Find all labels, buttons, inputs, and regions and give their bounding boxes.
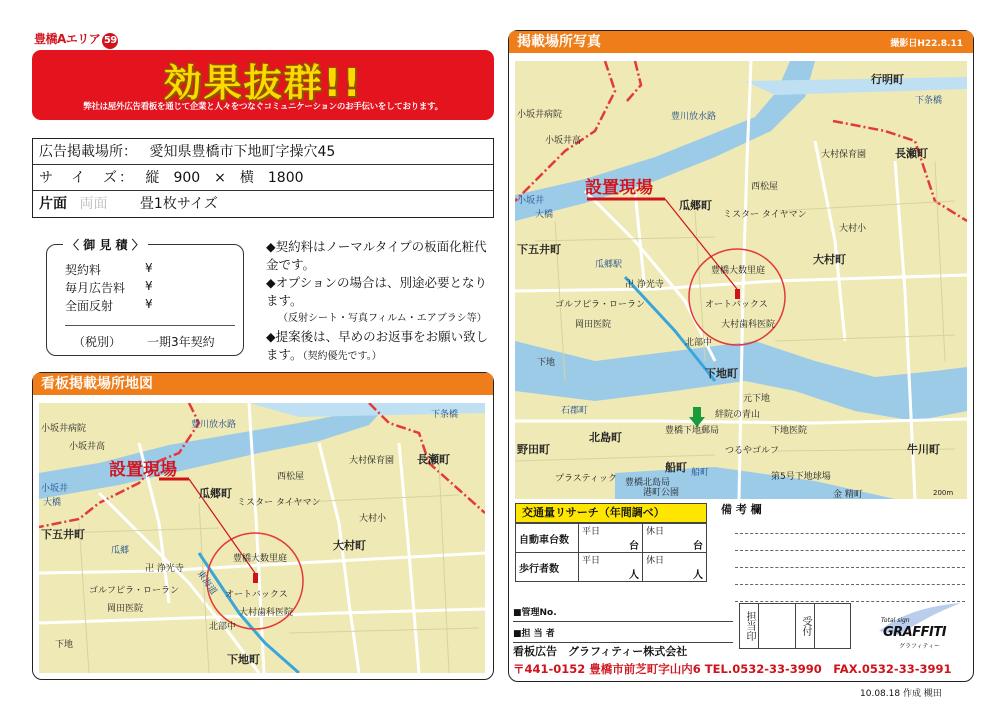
label-autobacks: オートバックス [705, 300, 768, 310]
label-ohashi: 大橋 [43, 498, 62, 508]
label-shimoji-station: 下地 [537, 358, 556, 368]
label-kosakai-hospital: 小坂井病院 [41, 424, 87, 434]
person-field: ■担 当 者 [513, 626, 733, 643]
label-plastic: プラスティック [555, 474, 617, 484]
label-gyomei: 行明町 [871, 73, 904, 86]
label-kosakai-high: 小坂井高 [69, 442, 106, 452]
photo-section [508, 30, 974, 682]
label-kita-post: 豊橋北島局 [625, 478, 671, 488]
research-table [515, 523, 707, 582]
label-shimoji-town: 下地町 [705, 367, 738, 380]
label-funamachi-station: 船町 [691, 468, 710, 478]
label-okada: 岡田医院 [575, 320, 612, 330]
boundary-line-east [833, 121, 967, 221]
estimate-yen: ¥ [145, 279, 153, 293]
river-upper [745, 77, 967, 95]
note-3-sub: （契約優先です。） [302, 351, 382, 362]
uketsuke-label: 受付 [796, 604, 815, 648]
label-shimogoi: 下五井町 [517, 243, 561, 256]
estimate-yen: ¥ [145, 297, 153, 311]
label-kinto: 金 精町 [833, 490, 863, 499]
memo-line [735, 551, 965, 568]
label-okada: 岡田医院 [107, 604, 144, 614]
label-kitajima: 北島町 [589, 431, 622, 444]
label-nagase: 長瀬町 [417, 453, 450, 466]
label-motoshimoji: 元下地 [743, 394, 771, 404]
size-value: 縦 900 × 横 1800 [145, 170, 304, 186]
logo-top: Total sign [881, 617, 910, 624]
label-dental: 大村歯科医院 [239, 608, 294, 618]
label-shimojo: 下条橋 [431, 410, 459, 420]
unit-label: 人 [629, 570, 639, 581]
info-row-side [33, 191, 493, 217]
ad-info-table [32, 138, 494, 218]
company-kanban: 看板広告 [513, 645, 557, 658]
memo-title: 備 考 欄 [721, 503, 762, 516]
estimate-item-contract [65, 261, 101, 278]
label-minato-park: 港町公園 [643, 488, 680, 498]
estimate-title-text: 御 見 積 [83, 238, 128, 252]
location-map[interactable] [39, 403, 485, 673]
label-omura-sho: 大村小 [359, 514, 387, 524]
note-3-text: ◆提案後は、早めのお返事をお願い致します。 [266, 329, 489, 362]
memo-line [735, 517, 965, 534]
estimate-tax: （税別） [73, 335, 122, 349]
label-ushikawa: 牛川町 [907, 443, 940, 456]
map-section [32, 372, 494, 680]
label-omura-town: 大村町 [333, 539, 366, 552]
label-shimoji-station: 下地 [55, 640, 74, 650]
note-2: ◆オプションの場合は、別途必要となります。 [266, 275, 487, 308]
holiday-label: 休日 [646, 527, 665, 537]
unit-label: 台 [693, 541, 703, 552]
location-label: 広告掲載場所： [39, 144, 137, 160]
label-omura-hoikuen: 大村保育園 [349, 456, 395, 466]
site-label: 設置現場 [109, 460, 177, 480]
traffic-research [515, 503, 707, 582]
logo-text: GRAFFITI [883, 625, 947, 640]
manage-no-field: ■管理No. [513, 605, 733, 622]
label-golf: ゴルフピラ・ローラン [89, 586, 180, 596]
label-shotsu: 卍 浄光寺 [145, 564, 184, 574]
label-urigo-town: 瓜郷町 [199, 487, 232, 500]
label-tsuruya-golf: つるやゴルフ [725, 446, 780, 456]
research-title: 交通量リサーチ（年間調べ） [515, 503, 707, 523]
photo-map[interactable] [515, 61, 967, 499]
note-1: ◆契約料はノーマルタイプの板面化粧代金です。 [266, 239, 487, 272]
company-name-text: グラフィティー株式会社 [568, 645, 688, 658]
label-dental: 大村歯科医院 [721, 320, 776, 330]
label-golf: ゴルフピラ・ローラン [555, 300, 646, 310]
area-number-badge: 59 [102, 33, 118, 49]
map-section-header: 看板掲載場所地図 [33, 373, 493, 395]
label-urigo-town: 瓜郷町 [679, 199, 712, 212]
title-banner [32, 50, 494, 120]
location-value: 愛知県豊橋市下地町字操穴45 [149, 144, 336, 160]
estimate-divider [65, 325, 235, 326]
research-row-label: 歩行者数 [516, 553, 579, 582]
notes [266, 238, 496, 366]
label-ishibe: 石郡町 [561, 406, 589, 416]
label-kosakai-high: 小坂井高 [545, 136, 582, 146]
label-kosakai-hospital: 小坂井病院 [517, 110, 563, 120]
label-school: 豊橋大数里庭 [711, 266, 766, 276]
location-map-svg [39, 403, 485, 673]
boundary-line-2 [627, 61, 641, 101]
unit-label: 人 [693, 570, 703, 581]
site-label: 設置現場 [585, 178, 653, 198]
side-alt: 両面 [79, 196, 108, 212]
label-shotsu: 卍 浄光寺 [625, 280, 664, 290]
research-row-cars [516, 524, 707, 553]
uketsuke-stamp-box[interactable] [815, 604, 850, 648]
photo-section-header [509, 31, 973, 53]
research-row-pedestrians [516, 553, 707, 582]
stamp-boxes [739, 603, 851, 649]
company-address: 〒441-0152 豊橋市前芝町字山内6 TEL.0532-33-3990 FAX.0532-33-3991 [513, 662, 952, 676]
board-size: 畳1枚サイズ [139, 196, 218, 212]
memo-area[interactable] [721, 501, 965, 602]
estimate-item-reflect [65, 297, 113, 314]
research-weekday-cell [579, 524, 643, 553]
label-scale: 200m [933, 489, 954, 497]
size-label: サ イ ズ： [39, 170, 135, 186]
label-school: 豊橋大数里庭 [233, 554, 288, 564]
estimate-label: 毎月広告料 [65, 281, 126, 295]
label-ohashi: 大橋 [535, 210, 554, 220]
info-row-location [33, 139, 493, 165]
label-kitabu: 北部中 [685, 338, 713, 348]
site-marker-icon [735, 289, 740, 299]
info-row-size [33, 165, 493, 191]
label-aoyama: 絆院の青山 [715, 410, 761, 420]
label-toyokawa: 豊川放水路 [671, 112, 717, 122]
label-autobacks: オートバックス [225, 590, 288, 600]
label-mister-tire: ミスター タイヤマン [237, 498, 321, 508]
photo-section-title: 掲載場所写真 [517, 34, 601, 50]
label-noda: 野田町 [517, 443, 550, 456]
banner-title: 効果抜群!! [163, 61, 363, 105]
photo-direction-arrow-icon [689, 407, 705, 427]
label-kosakai: 小坂井 [517, 196, 545, 206]
research-holiday-cell [643, 524, 707, 553]
tanto-stamp-box[interactable] [759, 604, 796, 648]
memo-line [735, 568, 965, 585]
estimate-label: 契約料 [65, 263, 102, 277]
estimate-label: 全面反射 [65, 299, 114, 313]
label-route: 東海道 [194, 568, 219, 597]
research-row-label: 自動車台数 [516, 524, 579, 553]
company-name [513, 643, 687, 659]
label-clinic: 下地医院 [771, 426, 808, 436]
label-omura-town: 大村町 [813, 253, 846, 266]
banner-subtitle: 弊社は屋外広告看板を通じて企業と人々をつなぐコミュニケーションのお手伝いをしております。 [83, 102, 443, 112]
photo-map-svg [515, 61, 967, 499]
admin-fields [513, 605, 733, 643]
logo-sub: グラフィティー [899, 643, 941, 650]
estimate-box [46, 238, 244, 356]
photo-date: 撮影日H22.8.11 [890, 39, 963, 49]
area-label [34, 30, 118, 49]
label-nagase: 長瀬町 [895, 147, 928, 160]
label-toyokawa: 豊川放水路 [191, 420, 237, 430]
created-note: 10.08.18 作成 槻田 [860, 689, 942, 699]
label-nishimatsuya: 西松屋 [277, 472, 305, 482]
label-urigo-station: 瓜郷 [111, 546, 130, 556]
holiday-label: 休日 [646, 556, 665, 566]
unit-label: 台 [629, 541, 639, 552]
label-stadium: 第5号下地球場 [771, 472, 831, 482]
area-label-text: 豊橋Aエリア [34, 32, 101, 46]
research-holiday-cell [643, 553, 707, 582]
label-urigo-station: 瓜郷駅 [595, 260, 623, 270]
label-kosakai: 小坂井 [41, 484, 69, 494]
label-shimojo: 下条橋 [915, 96, 943, 106]
label-omura-sho: 大村小 [839, 224, 867, 234]
label-omura-hoikuen: 大村保育園 [821, 150, 867, 160]
weekday-label: 平日 [582, 556, 601, 566]
tanto-label: 担当印 [740, 604, 759, 648]
memo-line [735, 585, 965, 602]
label-post: 豊橋下地郵局 [665, 426, 720, 436]
estimate-item-monthly [65, 279, 125, 296]
estimate-yen: ¥ [145, 261, 153, 275]
research-weekday-cell [579, 553, 643, 582]
site-marker-icon [253, 573, 258, 583]
label-nishimatsuya: 西松屋 [751, 182, 779, 192]
memo-line [735, 534, 965, 551]
label-shimoji-town: 下地町 [227, 653, 260, 666]
side-label: 片面 [39, 196, 67, 212]
estimate-contract: 一期3年契約 [147, 335, 215, 349]
graffiti-logo [869, 601, 963, 651]
label-shimogoi: 下五井町 [41, 528, 85, 541]
weekday-label: 平日 [582, 527, 601, 537]
estimate-title: 〈 御 見 積 〉 [63, 236, 148, 253]
label-funamachi: 船町 [665, 461, 687, 474]
note-2-sub: （反射シート・写真フィルム・エアブラシ等） [278, 313, 487, 324]
note-3 [266, 328, 496, 366]
label-mister-tire: ミスター タイヤマン [723, 210, 807, 220]
label-kitabu: 北部中 [209, 622, 237, 632]
